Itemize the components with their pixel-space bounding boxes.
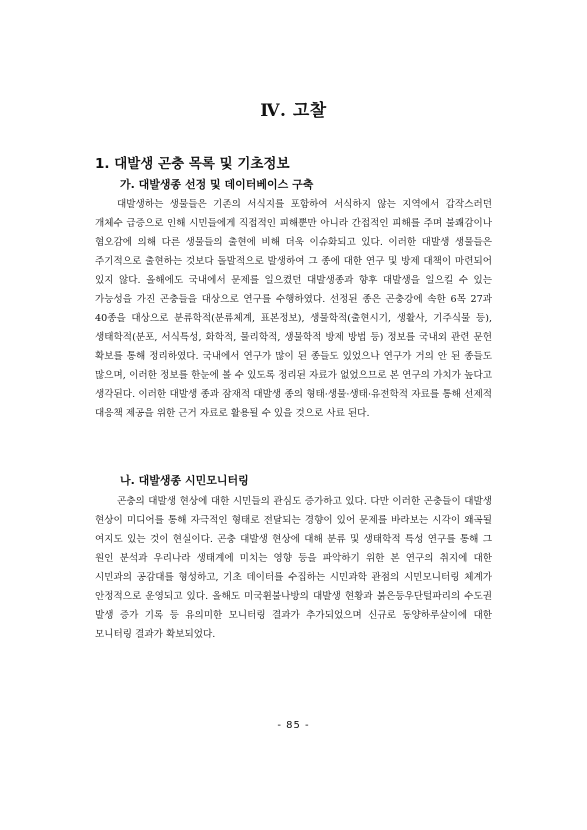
- section-title: 1. 대발생 곤충 목록 및 기초정보: [95, 156, 290, 172]
- page-number: - 85 -: [277, 720, 310, 731]
- subsection-title-a: 가. 대발생종 선정 및 데이터베이스 구축: [120, 178, 314, 191]
- paragraph-species-selection: 대발생하는 생물들은 기존의 서식지를 포함하여 서식하지 않는 지역에서 갑작스러던 개체수 급증으로 인해 시민들에게 직접적인 피해뿐만 아니라 간접적인 피해를 주며 불쾌감이나 혐오감에 의해 다른 생물들의 출현에 비해 더욱 이슈화되고 있다. 이러한 대발생 생물들은 주기적으로 출현하는 것보다 돌발적으로 발생하여 그 종에 대한 연구 및 방제 대책이 마련되어 있지 않다. 올해에도 국내에서 문제를 일으켰던 대발생종과 향후 대발생을 일으킬 수 있는 가능성을 가진 곤충들을 대상으로 연구를 수행하였다. 선정된 종은 곤충강에 속한 6목 27과 40종을 대상으로 분류학적(분류체계, 표본정보), 생물학적(출현시기, 생활사, 기주식물 등), 생태학적(분포, 서식특성, 화학적, 물리학적, 생물학적 방제 방법 등) 정보를 국내외 관련 문헌 확보를 통해 정리하였다. 국내에서 연구가 많이 된 종들도 있었으나 연구가 거의 안 된 종들도 많으며, 이러한 정보를 한눈에 볼 수 있도록 정리된 자료가 없었으므로 본 연구의 가치가 높다고 생각된다. 이러한 대발생 종과 잠재적 대발생 종의 형태·생물·생태·유전학적 자료를 통해 선제적 대응책 제공을 위한 근거 자료로 활용될 수 있을 것으로 사료 된다.: [95, 199, 492, 419]
- chapter-title: Ⅳ. 고찰: [260, 101, 327, 121]
- paragraph-citizen-monitoring: 곤충의 대발생 현상에 대한 시민들의 관심도 증가하고 있다. 다만 이러한 곤충들이 대발생 현상이 미디어를 통해 자극적인 형태로 전달되는 경향이 있어 문제를 바라보는 시각이 왜곡될 여지도 있는 것이 현실이다. 곤충 대발생 현상에 대해 분류 및 생태학적 특성 연구를 통해 그 원인 분석과 우리나라 생태계에 미치는 영향 등을 파악하기 위한 본 연구의 취지에 대한 시민과의 공감대를 형성하고, 기초 데이터를 수집하는 시민과학 관점의 시민모니터링 체계가 안정적으로 운영되고 있다. 올해도 미국휜불나방의 대발생 현황과 붉은등우단털파리의 수도권 발생 증가 기록 등 유의미한 모니터링 결과가 추가되었으며 신규로 동양하루살이에 대한 모니터링 결과가 확보되었다.: [95, 496, 492, 640]
- subsection-title-b: 나. 대발생종 시민모니터링: [120, 474, 249, 487]
